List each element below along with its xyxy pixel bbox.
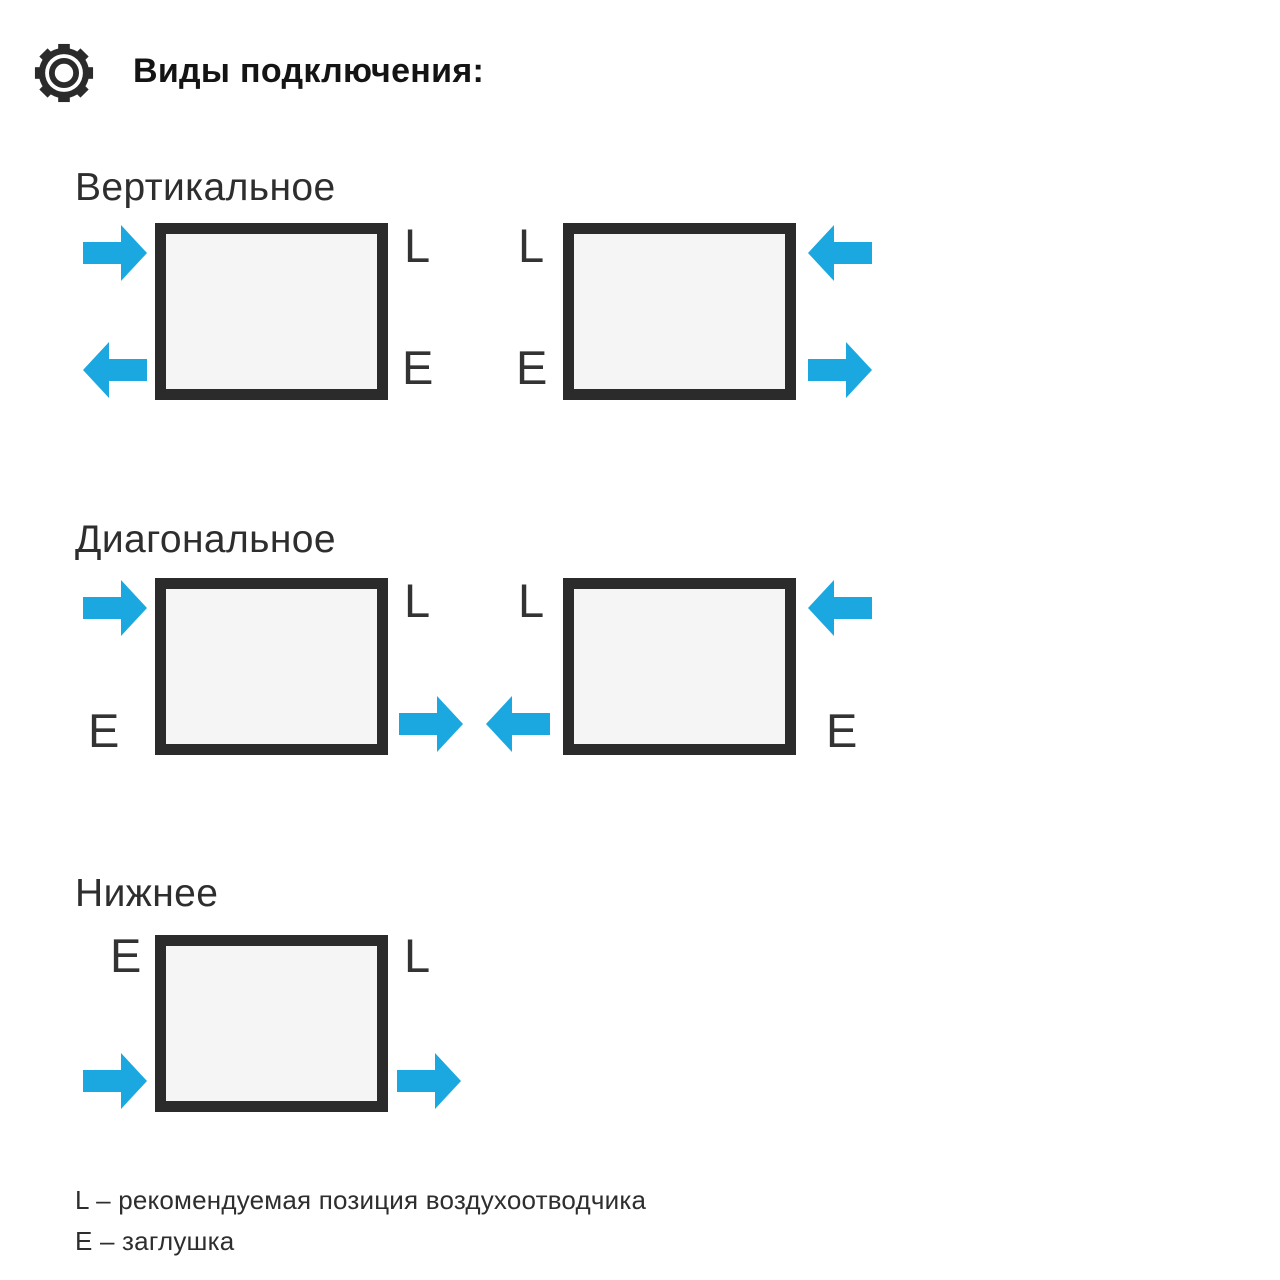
port-label-plug: E [88,704,120,757]
port-label-plug: E [110,929,142,982]
section-title-diagonal: Диагональное [75,518,336,561]
flow-arrow-right-icon [397,1053,461,1109]
port-label-air-vent: L [518,219,545,272]
radiator-rect [563,223,796,400]
radiator-rect [155,578,388,755]
section-title-vertical: Вертикальное [75,166,336,209]
legend-line-air-vent: L – рекомендуемая позиция воздухоотводчика [75,1185,647,1215]
flow-arrow-right-icon [83,1053,147,1109]
flow-arrow-right-icon [83,225,147,281]
flow-arrow-left-icon [486,696,550,752]
flow-arrow-right-icon [808,342,872,398]
legend [75,1185,646,1257]
flow-arrow-left-icon [83,342,147,398]
legend-line-plug: E – заглушка [75,1226,235,1256]
flow-arrow-left-icon [808,225,872,281]
port-label-air-vent: L [404,219,431,272]
flow-arrow-right-icon [83,580,147,636]
gear-icon [33,42,95,104]
page-title: Виды подключения: [133,52,485,90]
port-label-plug: E [826,704,858,757]
flow-arrow-right-icon [399,696,463,752]
port-label-plug: E [402,341,434,394]
radiator-rect [155,223,388,400]
port-label-air-vent: L [518,574,545,627]
flow-arrow-left-icon [808,580,872,636]
port-label-air-vent: L [404,929,431,982]
radiator-rect [563,578,796,755]
port-label-air-vent: L [404,574,431,627]
port-label-plug: E [516,341,548,394]
section-title-bottom: Нижнее [75,872,219,915]
radiator-rect [155,935,388,1112]
